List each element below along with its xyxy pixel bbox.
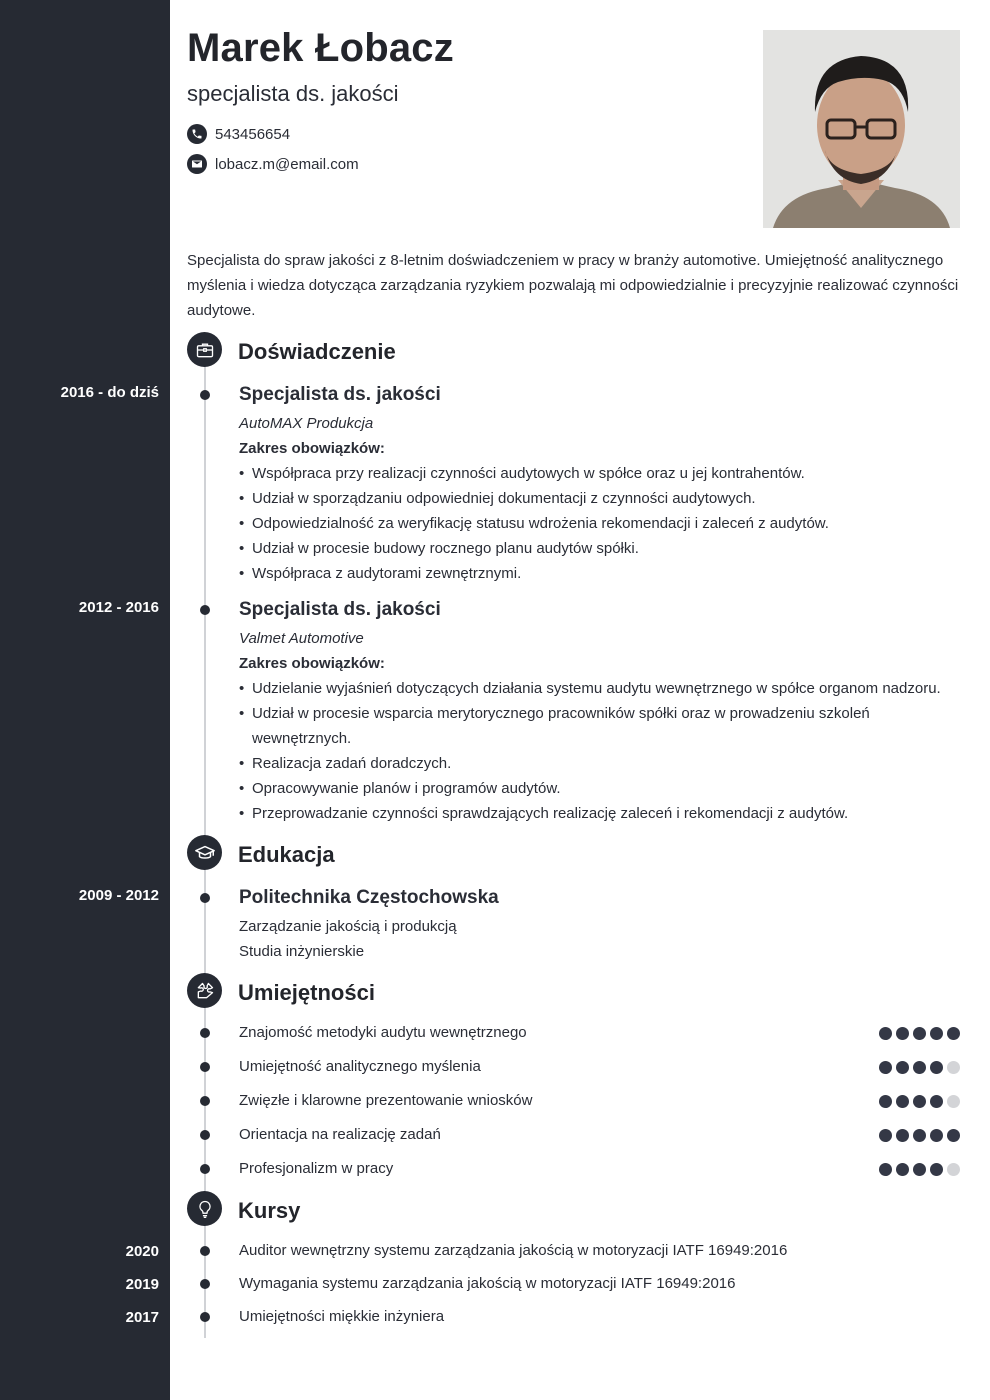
duty-item: • Opracowywanie planów i programów audytów.: [239, 776, 964, 801]
left-sidebar: [0, 0, 170, 1400]
duty-item: • Przeprowadzanie czynności sprawdzających realizację zaleceń i rekomendacji z audytów.: [239, 801, 964, 826]
rating-dot: [879, 1061, 892, 1074]
rating-dot: [930, 1163, 943, 1176]
timeline-dot: [200, 1312, 210, 1322]
email-address: lobacz.m@email.com: [215, 155, 359, 173]
courses-heading: Kursy: [238, 1198, 301, 1223]
experience-heading: Doświadczenie: [238, 339, 396, 364]
rating-dot: [947, 1163, 960, 1176]
skill-rating: [879, 1061, 964, 1074]
skill-rating: [879, 1163, 964, 1176]
rating-dot: [930, 1129, 943, 1142]
timeline-dot: [200, 1130, 210, 1140]
briefcase-icon: [187, 332, 222, 367]
duty-item: • Współpraca z audytorami zewnętrznymi.: [239, 561, 964, 586]
rating-dot: [913, 1061, 926, 1074]
skill-rating: [879, 1129, 964, 1142]
rating-dot: [879, 1027, 892, 1040]
rating-dot: [879, 1163, 892, 1176]
field-of-study: Zarządzanie jakością i produkcją: [239, 918, 457, 935]
skill-name: Profesjonalizm w pracy: [239, 1160, 394, 1177]
rating-dot: [913, 1129, 926, 1142]
skill-name: Zwięzłe i klarowne prezentowanie wniosków: [239, 1092, 533, 1109]
skill-name: Znajomość metodyki audytu wewnętrznego: [239, 1024, 527, 1041]
skill-rating: [879, 1095, 964, 1108]
duty-item: • Udział w sporządzaniu odpowiedniej dokumentacji z czynności audytowych.: [239, 486, 964, 511]
course-name: Umiejętności miękkie inżyniera: [239, 1308, 445, 1325]
profile-photo: [763, 30, 960, 228]
rating-dot: [913, 1027, 926, 1040]
rating-dot: [947, 1027, 960, 1040]
rating-dot: [947, 1061, 960, 1074]
duty-item: • Realizacja zadań doradczych.: [239, 751, 964, 776]
responsibilities-label: Zakres obowiązków:: [239, 440, 385, 457]
rating-dot: [930, 1027, 943, 1040]
job-title-headline: specjalista ds. jakości: [187, 81, 399, 106]
skill-name: Orientacja na realizację zadań: [239, 1126, 441, 1143]
duty-item: • Odpowiedzialność za weryfikację statusu wdrożenia rekomendacji i zaleceń z audytów.: [239, 511, 964, 536]
duty-item: • Udzielanie wyjaśnień dotyczących działania systemu audytu wewnętrznego w spółce organom nadzoru.: [239, 676, 964, 701]
rating-dot: [896, 1129, 909, 1142]
rating-dot: [879, 1095, 892, 1108]
rating-dot: [930, 1061, 943, 1074]
job-position: Specjalista ds. jakości: [239, 599, 441, 620]
education-dates: 2009 - 2012: [78, 887, 159, 904]
skill-rating: [879, 1027, 964, 1040]
candidate-name: Marek Łobacz: [187, 26, 454, 70]
skill-name: Umiejętność analitycznego myślenia: [239, 1058, 481, 1075]
responsibilities-label: Zakres obowiązków:: [239, 655, 385, 672]
course-name: Auditor wewnętrzny systemu zarządzania jakością w motoryzacji IATF 16949:2016: [239, 1242, 788, 1259]
course-year: 2017: [125, 1309, 159, 1326]
phone-number: 543456654: [215, 125, 291, 143]
duty-item: • Udział w procesie wsparcia merytorycznego pracowników spółki oraz w prowadzeniu szkoleń wewnętrznych.: [239, 701, 964, 751]
profile-summary: Specjalista do spraw jakości z 8-letnim doświadczeniem w pracy w branży automotive. Umiejętność analitycznego myślenia i wiedza dotycząca zarządzania ryzykiem pozwalają mi odpowiedzialnie i precyzyjnie realizować czynności audytowe.: [187, 252, 959, 319]
rating-dot: [896, 1095, 909, 1108]
envelope-icon: [187, 154, 207, 174]
rating-dot: [913, 1163, 926, 1176]
course-year: 2020: [125, 1243, 159, 1260]
timeline-dot: [200, 893, 210, 903]
duty-item: • Współpraca przy realizacji czynności audytowych w spółce oraz u jej kontrahentów.: [239, 461, 964, 486]
course-year: 2019: [125, 1276, 159, 1293]
timeline-dot: [200, 605, 210, 615]
rating-dot: [896, 1027, 909, 1040]
timeline-dot: [200, 390, 210, 400]
timeline-dot: [200, 1096, 210, 1106]
timeline-dot: [200, 1028, 210, 1038]
school-name: Politechnika Częstochowska: [239, 887, 499, 908]
job-company: AutoMAX Produkcja: [239, 415, 374, 432]
graduation-cap-icon: [187, 835, 222, 870]
rating-dot: [947, 1095, 960, 1108]
contact-email: [187, 154, 359, 174]
rating-dot: [930, 1095, 943, 1108]
duty-item: • Udział w procesie budowy rocznego planu audytów spółki.: [239, 536, 964, 561]
contact-phone: [187, 124, 290, 144]
puzzle-icon: [187, 973, 222, 1008]
course-name: Wymagania systemu zarządzania jakością w motoryzacji IATF 16949:2016: [239, 1275, 736, 1292]
job-dates: 2012 - 2016: [78, 599, 159, 616]
job-position: Specjalista ds. jakości: [239, 384, 441, 405]
education-heading: Edukacja: [238, 842, 335, 867]
timeline-dot: [200, 1246, 210, 1256]
rating-dot: [913, 1095, 926, 1108]
timeline-dot: [200, 1062, 210, 1072]
rating-dot: [879, 1129, 892, 1142]
rating-dot: [947, 1129, 960, 1142]
lightbulb-icon: [187, 1191, 222, 1226]
duties-list: [239, 676, 964, 826]
timeline-dot: [200, 1279, 210, 1289]
phone-icon: [187, 124, 207, 144]
job-dates: 2016 - do dziś: [60, 384, 159, 401]
rating-dot: [896, 1061, 909, 1074]
duties-list: [239, 461, 964, 586]
degree: Studia inżynierskie: [239, 943, 365, 960]
timeline-dot: [200, 1164, 210, 1174]
skills-heading: Umiejętności: [238, 980, 375, 1005]
job-company: Valmet Automotive: [239, 630, 364, 647]
rating-dot: [896, 1163, 909, 1176]
